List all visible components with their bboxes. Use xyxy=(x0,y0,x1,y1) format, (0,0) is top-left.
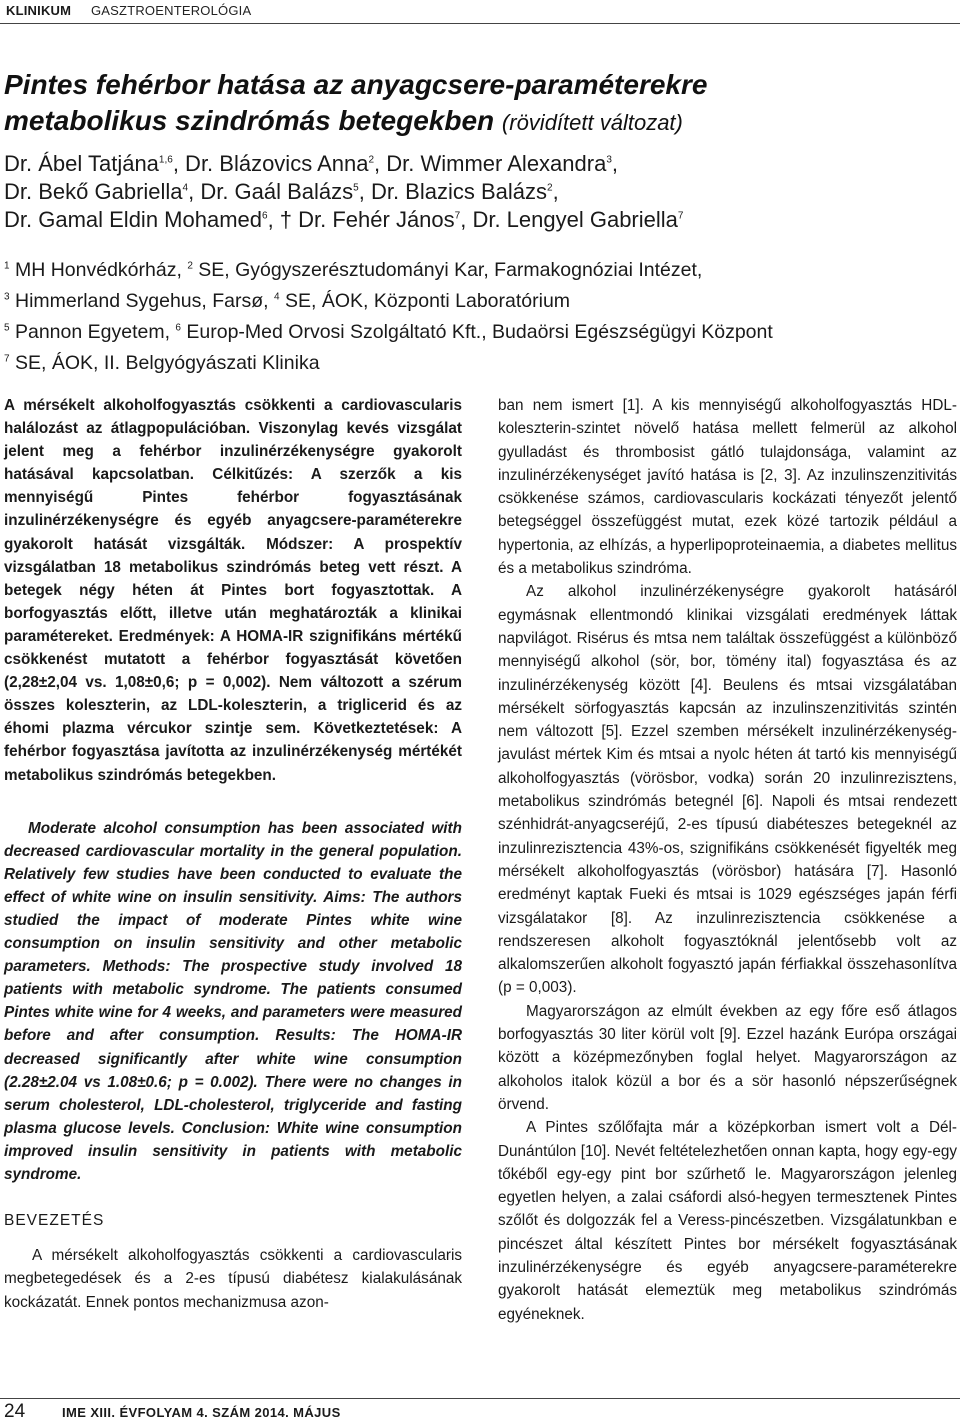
affil-text: Europ-Med Orvosi Szolgáltató Kft., Budaörsi Egészségügyi Központ xyxy=(180,321,773,343)
author-line-2 xyxy=(4,178,944,206)
author-name: , Dr. Lengyel Gabriella xyxy=(460,207,678,232)
affil-text: Pannon Egyetem, xyxy=(9,321,176,343)
author-affil-ref: 3 xyxy=(606,154,612,166)
affil-number: 4 xyxy=(273,291,280,303)
affiliation-line-2 xyxy=(4,286,954,317)
author-affil-ref: 6 xyxy=(262,210,268,222)
abstract-english xyxy=(4,817,462,1187)
affiliation-list xyxy=(4,255,954,379)
page-number: 24 xyxy=(4,1401,26,1422)
affiliation-line-1 xyxy=(4,255,954,286)
author-affil-ref: 2 xyxy=(547,182,553,194)
affil-number: 1 xyxy=(4,260,10,272)
intro-paragraph xyxy=(4,1244,462,1314)
body-text: Magyarországon az elmúlt években az egy főre eső átlagos borfogyasztás 30 liter körül volt [9]. Ezzel hazánk Európa országai között a középmezőnyben foglal helyet. Magyarországon az alkoholos italok közül a bor és a sör hasonló népszerűségnek örvend. xyxy=(498,1002,957,1113)
affiliation-line-4 xyxy=(4,348,954,379)
body-paragraph xyxy=(498,1000,957,1116)
body-paragraph xyxy=(498,394,957,580)
affil-number: 6 xyxy=(175,322,181,334)
author-name: , Dr. Blázovics Anna xyxy=(172,151,369,176)
abstract-hungarian: A mérsékelt alkoholfogyasztás csökkenti a cardiovascularis halálozást az átlagpopulációban. Viszonylag kevés vizsgálat jelent meg a fehérbor inzulinérzékenységre gyakorolt hatásával kapcsolatban. Célkitűzés: A szerzők a kis mennyiségű Pintes fehérbor fogyasztásának inzulinérzékenységre és egyéb anyagcsere-paraméterekre gyakorolt hatását vizsgálták. Módszer: A prospektív vizsgálatban 18 metabolikus szindrómás beteg vett részt. A betegek négy héten át Pintes bort fogyasztottak. A borfogyasztás előtt, illetve után meghatározták a klinikai paramétereket. Eredmények: A HOMA-IR szignifikáns mértékű csökkenést mutatott a fehérbor fogyasztását követően (2,28±2,04 vs. 1,08±0,6; p = 0,002). Nem változott a szérum összes koleszterin, az LDL-koleszterin, a triglicerid és az éhomi plazma vércukor szintje sem. Következtetések: A fehérbor fogyasztása javította az inzulinérzékenység mértékét metabolikus szindrómás betegekben. xyxy=(4,397,462,784)
right-column xyxy=(498,394,957,1326)
section-label: KLINIKUM xyxy=(6,3,72,18)
author-name: , † Dr. Fehér János xyxy=(267,207,455,232)
body-paragraph xyxy=(498,580,957,999)
section-heading: BEVEZETÉS xyxy=(4,1212,105,1230)
author-name: , Dr. Gaál Balázs xyxy=(188,179,354,204)
author-affil-ref: 7 xyxy=(677,210,684,222)
affiliation-line-3 xyxy=(4,317,954,348)
author-affil-ref: 1,6 xyxy=(158,154,173,166)
author-name: , Dr. Blazics Balázs xyxy=(358,179,548,204)
author-affil-ref: 4 xyxy=(182,182,189,194)
body-text: ban nem ismert [1]. A kis mennyiségű alkoholfogyasztás HDL-koleszterin-szintet növelő hatása mellett felmerül az alkohol gyulladást és thrombosist gátló tulajdonsága, valamint az inzulinérzékenységet javító hatása is [2, 3]. Az inzulinszenzitivitás csökkenése számos, cardiovascularis kockázati tényezőt jelentő betegséggel összefüggést mutat, ezek közé tartozik például a hypertonia, az elhízás, a hyperlipoproteinaemia, a diabetes mellitus és a metabolikus szindróma. xyxy=(498,397,957,578)
footer-rule xyxy=(0,1398,960,1399)
abstract-english-text: Moderate alcohol consumption has been associated with decreased cardiovascular mortality in the general population. Relatively few studies have been conducted to evaluate the effect of white wine on insulin sensitivity. Aims: The authors studied the impact of moderate Pintes white wine consumption on insulin sensitivity and other metabolic parameters. Methods: The prospective study involved 18 patients with metabolic syndrome. The patients consumed Pintes white wine for 4 weeks, and parameters were measured before and after consumption. Results: The HOMA-IR decreased significantly after white wine consumption (2.28±2.04 vs 1.08±0.6; p = 0.002). There were no changes in serum cholesterol, LDL-cholesterol, triglyceride and fasting plasma glucose levels. Conclusion: White wine consumption improved insulin sensitivity in patients with metabolic syndrome. xyxy=(4,819,462,1183)
body-paragraph xyxy=(498,1116,957,1326)
header-rule xyxy=(0,23,960,24)
affil-number: 7 xyxy=(4,353,10,365)
page-footer xyxy=(0,1398,960,1423)
author-list xyxy=(4,150,944,234)
body-text: Az alkohol inzulinérzékenységre gyakorolt hatásáról egymásnak ellentmondó klinikai vizsgálati eredmények láttak napvilágot. Risérus és mtsa nem találtak összefüggést a különböző mennyiségű alkohol (sör, bor, tömény ital) fogyasztása és az inzulinérzékenység között [4]. Beulens és mtsai vizsgálatában mérsékelt sörfogyasztás kapcsán az inzulinszenzitivitás szintén nem változott [5]. Ezzel szemben mérsékelt inzulinérzékenység-javulást mértek Kim és mtsai a nyolc héten át tartó kis mennyiségű alkoholfogyasztás (vörösbor, vodka) során 20 inzulinrezisztens, metabolikus szindrómás betegnél [6]. Napoli és mtsai rendezett szénhidrát-anyagcseréjű, 2-es típusú diabéteszes betegeknél az inzulinrezisztencia 43%-os, szignifikáns csökkenését figyelték meg mérsékelt alkoholfogyasztás (vörösbor) hatására [7]. Hasonló eredményt kaptak Fueki és mtsai is 1029 egészséges japán férfi vizsgálatakor [8]. Az inzulinrezisztencia csökkenése a rendszeresen alkoholt fogyasztóknál jelentősebb volt az alkalomszerűen alkoholt fogyasztó japán férfiakkal összehasonlítva (p = 0,003). xyxy=(498,583,957,997)
page-header xyxy=(0,0,960,24)
author-affil-ref: 5 xyxy=(353,182,359,194)
author-name: Dr. Gamal Eldin Mohamed xyxy=(4,207,262,232)
affil-number: 3 xyxy=(4,291,10,303)
title-line-1: Pintes fehérbor hatása az anyagcsere-paraméterekre xyxy=(4,69,708,100)
author-sep: , xyxy=(611,151,619,176)
affil-text: MH Honvédkórház, xyxy=(9,259,188,281)
affil-number: 2 xyxy=(187,260,193,272)
title-line-2-text: metabolikus szindrómás betegekben xyxy=(4,105,495,136)
left-column xyxy=(4,394,462,1314)
body-text: A Pintes szőlőfajta már a középkorban ismert volt a Dél-Dunántúlon [10]. Nevét feltételezhetően onnan kapta, hogy egy-egy tőkéből egy-egy pint bor szűrhető le. Magyarországon jelenleg egyetlen helyen, a zalai csáfordi alsó-hegyen termesztenek Pintes szőlőt és dolgozzák fel a Veress-pincészetben. Vizsgálatunkban e pincészet által készített Pintes bor mérsékelt fogyasztásának inzulinérzékenységre és egyéb anyagcsere-paraméterekre gyakorolt hatását elemeztük meg metabolikus szindrómás egyéneknek. xyxy=(498,1119,957,1323)
intro-text: A mérsékelt alkoholfogyasztás csökkenti a cardiovascularis megbetegedések és a 2-es típusú diabétesz kialakulásának kockázatát. Ennek pontos mechanizmusa azon- xyxy=(4,1247,462,1311)
affil-text: Himmerland Sygehus, Farsø, xyxy=(9,290,274,312)
author-name: Dr. Bekő Gabriella xyxy=(4,179,183,204)
subsection-label: GASZTROENTEROLÓGIA xyxy=(91,3,252,18)
affil-text: SE, ÁOK, Központi Laboratórium xyxy=(279,290,571,312)
author-name: , Dr. Wimmer Alexandra xyxy=(374,151,607,176)
affil-number: 5 xyxy=(4,322,10,334)
title-note: (rövidített változat) xyxy=(501,110,683,135)
article-title xyxy=(4,67,944,141)
author-affil-ref: 7 xyxy=(454,210,461,222)
affil-text: SE, ÁOK, II. Belgyógyászati Klinika xyxy=(9,352,320,374)
author-name: Dr. Ábel Tatjána xyxy=(4,151,159,176)
affil-text: SE, Gyógyszerésztudományi Kar, Farmakognóziai Intézet, xyxy=(192,259,703,281)
author-sep: , xyxy=(552,179,559,204)
author-line-1 xyxy=(4,150,944,178)
author-affil-ref: 2 xyxy=(368,154,375,166)
title-line-2 xyxy=(4,103,944,141)
journal-issue: IME XIII. ÉVFOLYAM 4. SZÁM 2014. MÁJUS xyxy=(62,1405,341,1420)
author-line-3 xyxy=(4,206,944,234)
